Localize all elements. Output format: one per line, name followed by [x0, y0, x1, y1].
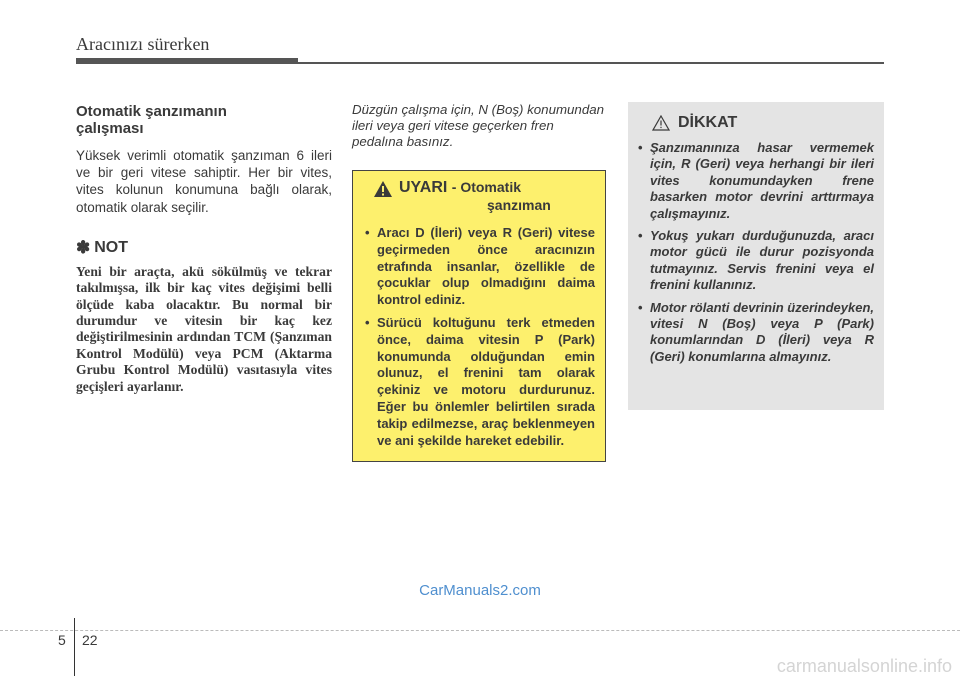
site-watermark: carmanualsonline.info — [776, 656, 952, 676]
warning-item: • Sürücü koltuğunu terk etmeden önce, daima vitesin P (Park) konumunda olduğundan emin olunuz, el frenini tam olarak çekiniz ve motoru durdurunuz. Eğer bu önlemler belirtilen sırada takip edilmezse, araç beklenmeyen ve ani şekilde hareket edebilir. — [365, 315, 595, 449]
footer-divider — [74, 618, 75, 676]
header-rule — [298, 62, 884, 64]
warning-triangle-icon — [373, 180, 393, 198]
warning-list — [365, 225, 595, 449]
note-label: NOT — [94, 238, 129, 256]
caution-title — [652, 114, 874, 132]
caution-triangle-icon — [652, 115, 670, 131]
header-accent-bar — [76, 58, 298, 64]
watermark-link[interactable]: CarManuals2.com — [419, 582, 541, 599]
left-column — [76, 103, 332, 395]
note-text: Yeni bir araçta, akü sökülmüş ve tekrar takılmışsa, ilk bir kaç vites değişimi belli ölçüde kaba olacaktır. Bu normal bir durumdur ve vitesin bir kaç kez değiştirilmesinin ardından TCM (Şanzıman Kontrol Modülü) veya PCM (Aktarma Grubu Kontrol Modülü) vasıtasıyla vites geçişleri ayarlanır. — [76, 263, 332, 394]
page-header-title: Aracınızı sürerken — [76, 34, 210, 54]
caution-item: • Yokuş yukarı durduğunuzda, aracı motor gücü ile durur pozisyonda tutmayınız. Servis frenini veya el frenini kullanınız. — [638, 228, 874, 294]
caution-item: • Motor rölanti devrinin üzerindeyken, vitesi N (Boş) veya P (Park) konumlarından D (İleri) veya R (Geri) konumlarına almayınız. — [638, 300, 874, 366]
section-heading-line2: çalışması — [76, 120, 144, 137]
caution-list — [638, 140, 874, 365]
intro-paragraph: Düzgün çalışma için, N (Boş) konumundan ileri veya geri vitese geçerken fren pedalına basınız. — [352, 102, 605, 149]
page-number: 22 — [82, 632, 98, 648]
caution-label: DİKKAT — [678, 114, 738, 131]
body-paragraph: Yüksek verimli otomatik şanzıman 6 ileri ve bir geri vitese sahiptir. Her bir vites, vites kolunun konumuna bağlı olarak, otomatik olarak seçilir. — [76, 148, 332, 215]
warning-subtitle-2: şanzıman — [487, 197, 551, 213]
warning-title — [373, 179, 595, 213]
caution-box — [628, 102, 884, 410]
warning-box — [352, 170, 606, 462]
warning-subtitle-1: - Otomatik — [451, 179, 521, 195]
warning-item: • Aracı D (İleri) veya R (Geri) vitese geçirmeden önce aracınızın etrafında insanlar, özellikle de çocuklar olup olmadığını daima kontrol ediniz. — [365, 225, 595, 309]
section-heading-line1: Otomatik şanzımanın — [76, 103, 227, 120]
section-number: 5 — [58, 632, 66, 648]
caution-item: • Şanzımanınıza hasar vermemek için, R (Geri) veya herhangi bir ileri vites konumundayken frene basarken motor devrini arttırmaya çalışmayınız. — [638, 140, 874, 222]
footer-dashed-rule — [0, 630, 960, 631]
warning-label: UYARI — [399, 179, 448, 196]
note-heading — [76, 238, 332, 258]
section-heading — [76, 103, 332, 137]
middle-column — [352, 102, 608, 150]
note-star-icon: ✽ — [76, 237, 91, 257]
